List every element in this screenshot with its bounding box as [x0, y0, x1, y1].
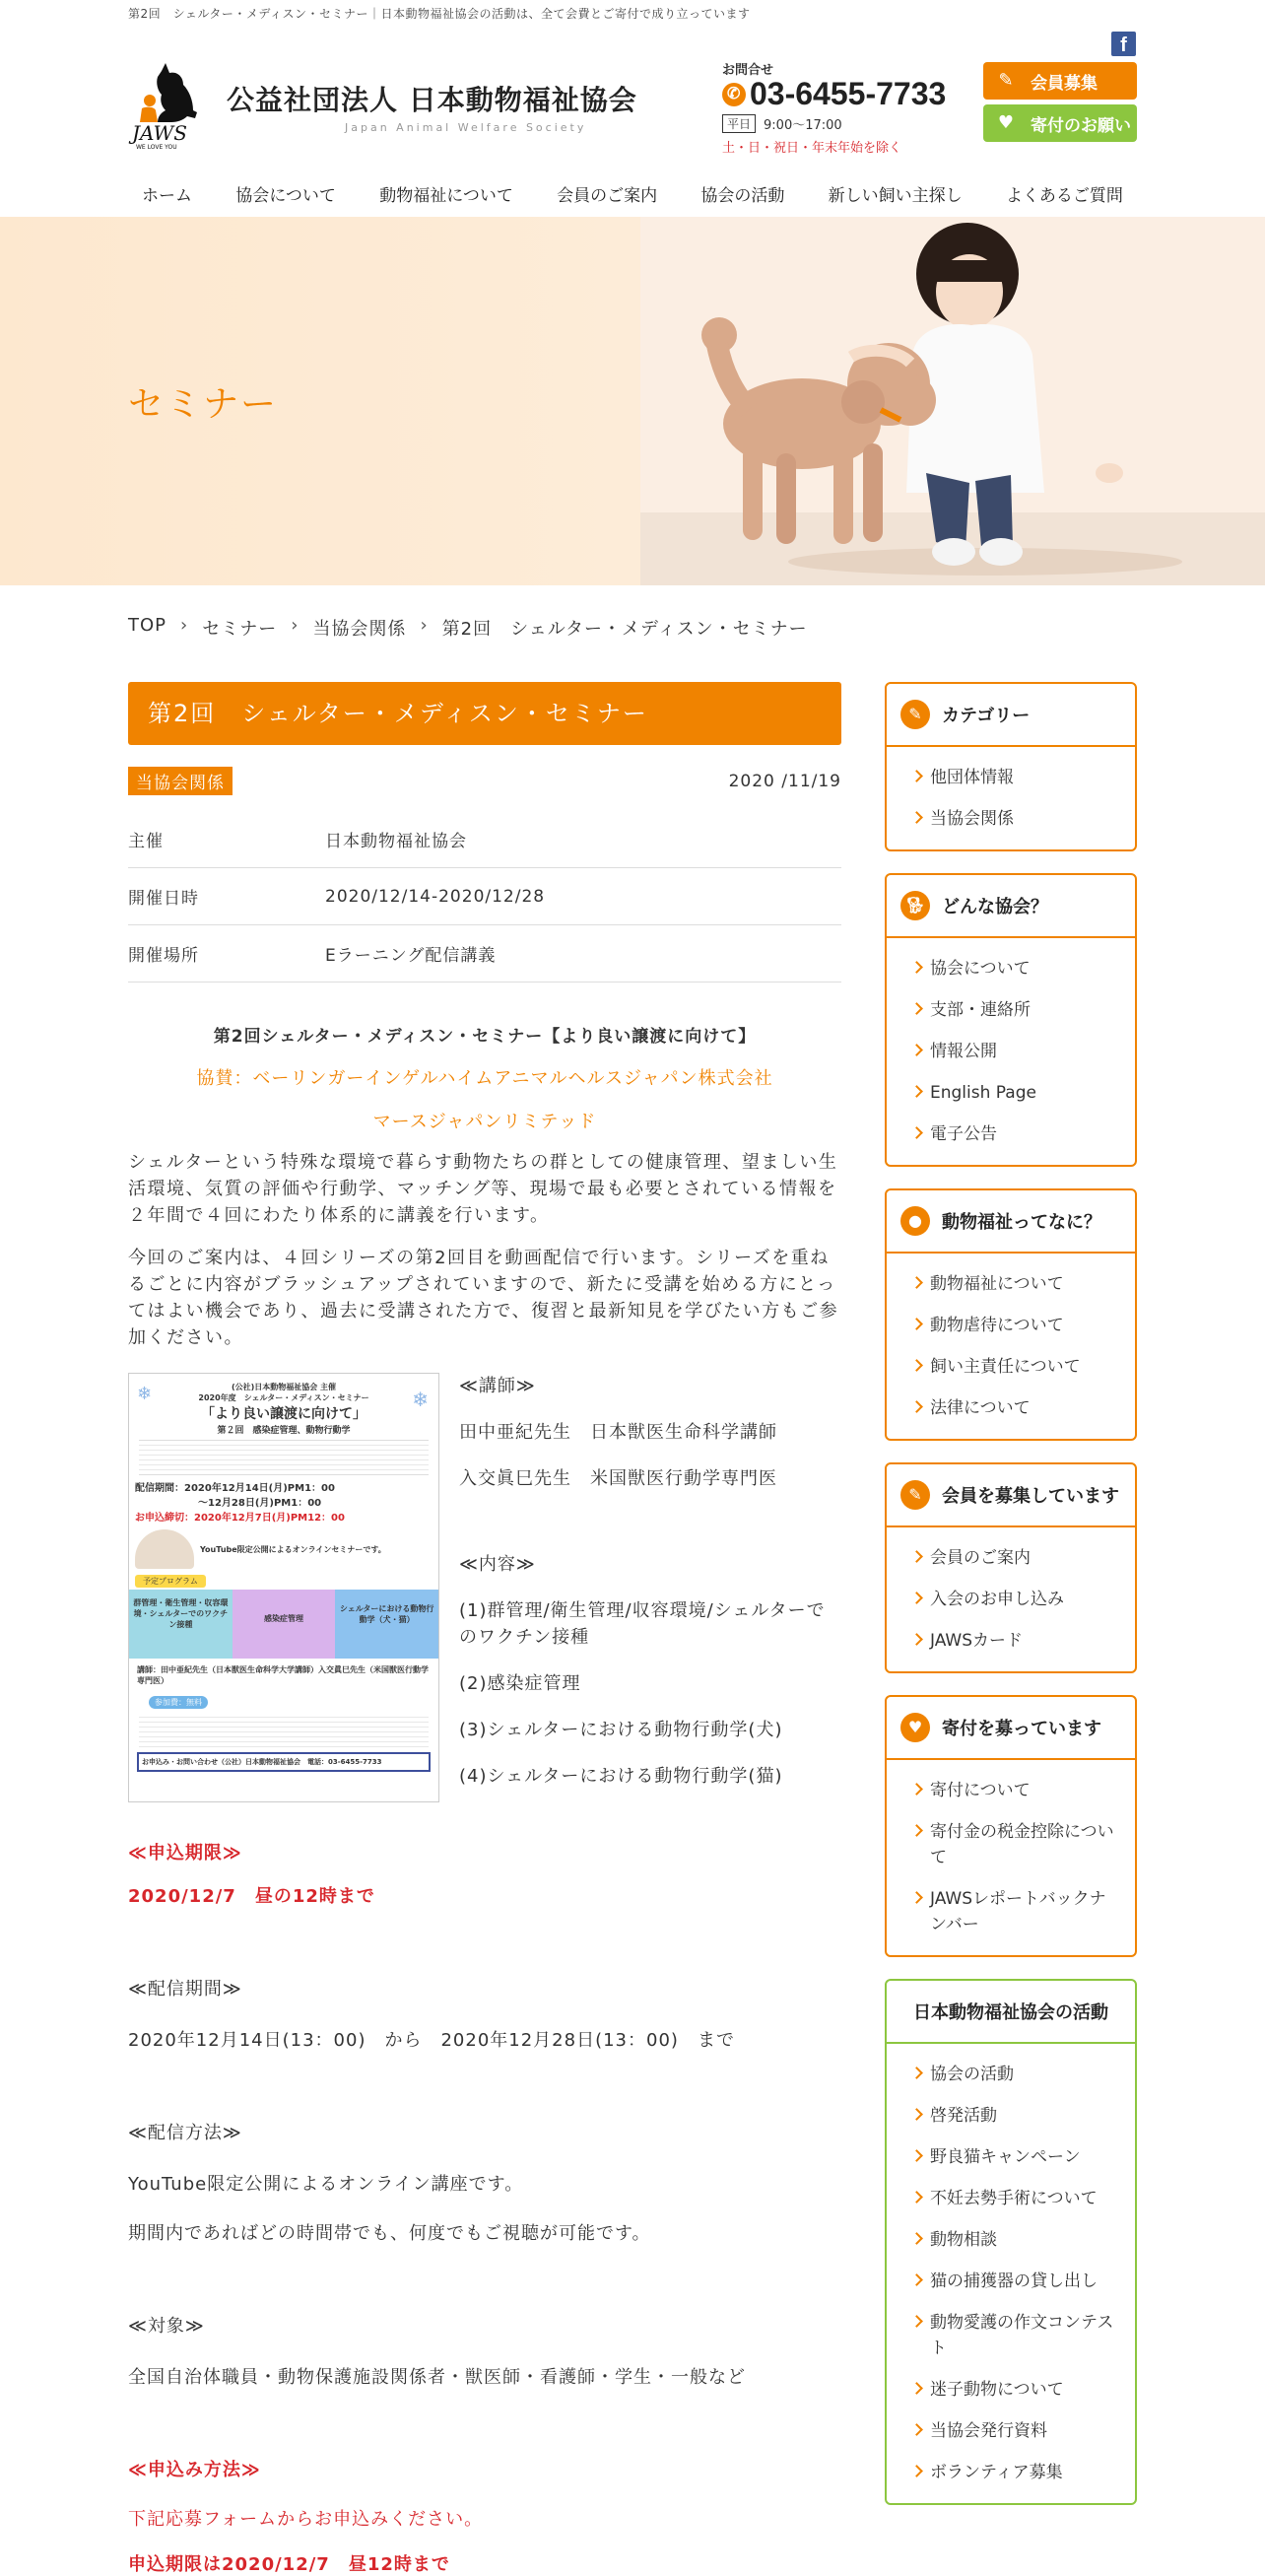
sidebar-box-title: 日本動物福祉協会の活動: [913, 2002, 1108, 2023]
hand-icon: ♥: [997, 112, 1015, 133]
apply-instruction: 下記応募フォームからお申込みください。: [128, 2509, 484, 2530]
hero-photo-girl-and-dog: [640, 217, 1265, 585]
sidebar-link[interactable]: 飼い主責任について: [910, 1346, 1121, 1388]
post-date: 2020 /11/19: [728, 771, 841, 791]
phone-text: 03-6455-7733: [750, 76, 947, 111]
sidebar-box-title: 動物福祉ってなに？: [942, 1212, 1101, 1233]
sidebar-link[interactable]: JAWSレポートバックナンバー: [910, 1878, 1121, 1945]
period-value: 2020年12月14日(13：00) から 2020年12月28日(13：00) まで: [128, 2030, 735, 2051]
flyer-dog-photo: [135, 1529, 194, 1569]
member-recruit-button[interactable]: [983, 62, 1137, 100]
apply-heading: ≪申込み方法≫: [128, 2460, 261, 2480]
sponsor-line-2: マースジャパンリミテッド: [372, 1112, 597, 1132]
hero-title: セミナー: [128, 384, 279, 425]
logo-text: JAWS: [132, 121, 187, 145]
flyer-lecturers: 講師：田中亜紀先生（日本獣医生命科学大学講師）入交眞巳先生（米国獣医行動学専門医）: [137, 1665, 429, 1685]
sidebar-box-title: どんな協会？: [942, 897, 1048, 917]
info-row-venue: [128, 925, 841, 983]
sidebar-link[interactable]: 法律について: [910, 1388, 1121, 1429]
intro-paragraph: シェルターという特殊な環境で暮らす動物たちの群としての健康管理、望ましい生活環境、気質の評価や行動学、マッチング等、現場で最も必要とされている情報を２年間で４回にわたり体系的に講義を行います。: [128, 1152, 838, 1226]
deadline-value: 2020/12/7 昼の12時まで: [128, 1886, 375, 1907]
paw-icon: ●: [900, 1206, 930, 1236]
org-name-en: Japan Animal Welfare Society: [345, 121, 587, 134]
info-row-datetime: [128, 868, 841, 925]
flyer-course-2: 感染症管理: [233, 1590, 336, 1659]
closed-days: 土・日・祝日・年末年始を除く: [722, 141, 902, 156]
sidebar-link[interactable]: 動物愛護の作文コンテスト: [910, 2302, 1121, 2369]
flyer-course-3: シェルターにおける動物行動学（犬・猫）: [335, 1590, 438, 1659]
category-tag[interactable]: 当協会関係: [128, 767, 233, 795]
global-nav: [128, 177, 1137, 210]
sidebar-link[interactable]: English Page: [910, 1072, 1121, 1114]
flyer-contact: お申込み・お問い合わせ（公社）日本動物福祉協会 電話：03-6455-7733: [137, 1752, 431, 1772]
hand-icon: ♥: [900, 1713, 930, 1742]
sidebar-about-box: [885, 873, 1137, 1167]
sidebar-link[interactable]: 入会のお申し込み: [910, 1579, 1121, 1620]
sidebar-member-box: [885, 1462, 1137, 1673]
weekday-label: 平日: [722, 114, 756, 133]
series-paragraph: 今回のご案内は、４回シリーズの第2回目を動画配信で行います。シリーズを重ねるごとに内容がブラッシュアップされていますので、新たに受講を始める方にとってはよい機会であり、過去に受講された方で、復習と最新知見を学びたい方もご参加ください。: [128, 1248, 839, 1348]
info-key: 開催日時: [128, 889, 199, 909]
seminar-flyer-image[interactable]: [128, 1373, 439, 1802]
pencil-icon: ✎: [900, 1480, 930, 1510]
flyer-title: 「より良い譲渡に向けて」: [201, 1406, 366, 1422]
event-info-table: [128, 811, 841, 983]
sidebar-link[interactable]: 寄付金の税金控除について: [910, 1811, 1121, 1878]
period-heading: ≪配信期間≫: [128, 1979, 242, 2000]
nav-about[interactable]: 協会について: [235, 186, 336, 206]
contact-label: お問合せ: [722, 63, 774, 78]
sidebar-link[interactable]: 動物相談: [910, 2219, 1121, 2261]
info-value: 日本動物福祉協会: [325, 832, 467, 851]
flyer-date-2: ～12月28日(月)PM1：00: [198, 1498, 322, 1509]
lecturer-heading: ≪講師≫: [459, 1376, 536, 1396]
lecturer-2: 入交眞巳先生 米国獣医行動学専門医: [459, 1468, 777, 1489]
member-button-label: 会員募集: [1031, 73, 1098, 94]
sidebar-link[interactable]: 猫の捕獲器の貸し出し: [910, 2261, 1121, 2302]
nav-faq[interactable]: よくあるご質問: [1005, 186, 1123, 206]
sidebar-link[interactable]: 情報公開: [910, 1031, 1121, 1072]
hero-banner: [0, 217, 1265, 585]
flyer-sub: 第２回 感染症管理、動物行動学: [217, 1426, 351, 1436]
jaws-logo[interactable]: [128, 61, 209, 150]
dog-icon: 🐕︎: [900, 891, 930, 920]
sidebar-link[interactable]: 電子公告: [910, 1114, 1121, 1155]
apply-deadline: 申込期限は2020/12/7 昼12時まで: [128, 2554, 450, 2575]
chevron-right-icon: ›: [291, 615, 300, 636]
snowflake-icon: ❄: [137, 1384, 153, 1404]
sidebar-link[interactable]: ボランティア募集: [910, 2452, 1121, 2493]
content-item-2: (2)感染症管理: [459, 1673, 581, 1694]
sidebar-link[interactable]: 当協会発行資料: [910, 2410, 1121, 2452]
info-key: 開催場所: [128, 946, 199, 966]
content-item-3: (3)シェルターにおける動物行動学(犬): [459, 1720, 783, 1740]
site-tagline: 第2回 シェルター・メディスン・セミナー｜日本動物福祉協会の活動は、全て会費とご寄付で成り立っています: [128, 7, 751, 21]
pencil-icon: ✎: [998, 70, 1014, 91]
nav-welfare[interactable]: 動物福祉について: [379, 186, 513, 206]
sidebar-donate-box: [885, 1695, 1137, 1957]
contact-block: [722, 59, 978, 156]
logo-sub: WE LOVE YOU: [136, 144, 177, 151]
sidebar-link[interactable]: 協会について: [910, 948, 1121, 989]
sidebar-welfare-box: [885, 1188, 1137, 1441]
method-line-1: YouTube限定公開によるオンライン講座です。: [128, 2174, 524, 2195]
flyer-fee: 参加費：無料: [149, 1696, 208, 1709]
sidebar-link[interactable]: 他団体情報: [910, 757, 1121, 798]
sponsor-line-1: 協賛：ベーリンガーインゲルハイムアニマルヘルスジャパン株式会社: [196, 1068, 773, 1089]
org-name: 公益社団法人 日本動物福祉協会: [227, 84, 637, 116]
breadcrumb-top[interactable]: TOP: [128, 615, 167, 636]
target-heading: ≪対象≫: [128, 2316, 205, 2337]
snowflake-icon: ❄: [412, 1388, 429, 1411]
flyer-series: 2020年度 シェルター・メディスン・セミナー: [198, 1393, 369, 1402]
seminar-heading: 第2回シェルター・メディスン・セミナー【より良い譲渡に向けて】: [213, 1027, 757, 1047]
info-row-host: [128, 811, 841, 868]
donate-button[interactable]: [983, 104, 1137, 142]
content-item-4: (4)シェルターにおける動物行動学(猫): [459, 1766, 783, 1787]
chevron-right-icon: ›: [420, 615, 429, 636]
nav-activities[interactable]: 協会の活動: [700, 186, 785, 206]
nav-home[interactable]: ホーム: [142, 186, 192, 206]
sidebar-link[interactable]: 啓発活動: [910, 2095, 1121, 2136]
info-value: 2020/12/14-2020/12/28: [325, 886, 546, 907]
target-value: 全国自治体職員・動物保護施設関係者・獣医師・看護師・学生・一般など: [128, 2367, 746, 2388]
sidebar-link[interactable]: 支部・連絡所: [910, 989, 1121, 1031]
donate-button-label: 寄付のお願い: [1031, 115, 1131, 136]
deadline-heading: ≪申込期限≫: [128, 1843, 242, 1864]
flyer-org: (公社)日本動物福祉協会 主催: [231, 1383, 337, 1391]
nav-membership[interactable]: 会員のご案内: [557, 186, 658, 206]
article: [128, 682, 841, 2576]
flyer-program-label: 予定プログラム: [135, 1575, 206, 1588]
sidebar-link[interactable]: 野良猫キャンペーン: [910, 2136, 1121, 2178]
breadcrumb-current: 第2回 シェルター・メディスン・セミナー: [441, 619, 808, 640]
pencil-icon: ✎: [900, 700, 930, 729]
lecturer-1: 田中亜紀先生 日本獣医生命科学講師: [459, 1422, 777, 1443]
info-value: Eラーニング配信講義: [325, 946, 497, 966]
sidebar-link[interactable]: 不妊去勢手術について: [910, 2178, 1121, 2219]
sidebar-link[interactable]: 動物福祉について: [910, 1263, 1121, 1305]
info-key: 主催: [128, 832, 164, 851]
content-heading: ≪内容≫: [459, 1554, 536, 1575]
sidebar-link[interactable]: JAWSカード: [910, 1620, 1121, 1661]
flyer-deadline: お申込締切：2020年12月7日(月)PM12：00: [135, 1513, 345, 1524]
sidebar-link[interactable]: 会員のご案内: [910, 1537, 1121, 1579]
method-line-2: 期間内であればどの時間帯でも、何度でもご視聴が可能です。: [128, 2223, 651, 2244]
sidebar-link[interactable]: 迷子動物について: [910, 2369, 1121, 2410]
phone-number[interactable]: [722, 76, 978, 112]
breadcrumb-seminar[interactable]: セミナー: [202, 619, 278, 640]
content-item-1: (1)群管理/衛生管理/収容環境/シェルターでのワクチン接種: [459, 1600, 826, 1648]
sidebar-link[interactable]: 寄付について: [910, 1770, 1121, 1811]
article-title: 第2回 シェルター・メディスン・セミナー: [128, 682, 841, 745]
sidebar-link[interactable]: 協会の活動: [910, 2054, 1121, 2095]
sidebar-activities-box: [885, 1979, 1137, 2505]
sidebar: [885, 682, 1137, 2527]
breadcrumb: [128, 615, 808, 641]
phone-icon: [722, 83, 746, 106]
business-hours: 9:00～17:00: [764, 118, 842, 133]
sidebar-category-box: [885, 682, 1137, 851]
sidebar-box-title: カテゴリー: [942, 706, 1031, 726]
chevron-right-icon: ›: [180, 615, 189, 636]
flyer-youtube-note: YouTube限定公開によるオンラインセミナーです。: [200, 1544, 386, 1554]
flyer-date-1: 配信期間：2020年12月14日(月)PM1：00: [135, 1483, 335, 1494]
sidebar-link[interactable]: 動物虐待について: [910, 1305, 1121, 1346]
flyer-course-1: 群管理・衛生管理・収容環境・シェルターでのワクチン接種: [129, 1590, 233, 1659]
sidebar-link[interactable]: 当協会関係: [910, 798, 1121, 840]
facebook-icon[interactable]: f: [1111, 32, 1136, 56]
sidebar-box-title: 寄付を募っています: [942, 1719, 1101, 1739]
nav-adoption[interactable]: 新しい飼い主探し: [828, 186, 963, 206]
method-heading: ≪配信方法≫: [128, 2123, 242, 2143]
breadcrumb-category[interactable]: 当協会関係: [312, 619, 407, 640]
sidebar-box-title: 会員を募集しています: [942, 1486, 1119, 1507]
